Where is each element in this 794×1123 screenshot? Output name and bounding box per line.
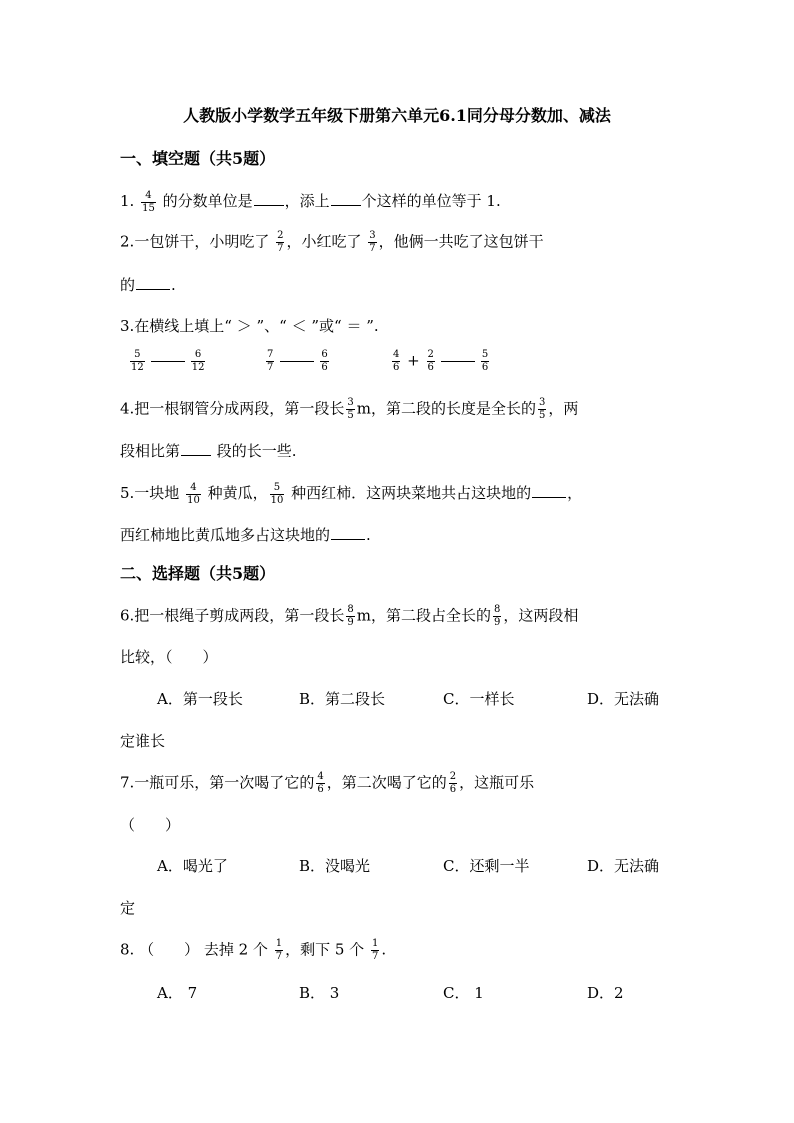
fraction [270,483,285,506]
fraction [427,350,435,373]
question-text: ，两 [548,399,579,418]
denominator: 6 [427,362,434,373]
denominator: 12 [131,362,144,373]
page-title: 人教版小学数学五年级下册第六单元6.1同分母分数加、减法 [183,106,611,125]
question-5 [120,482,582,506]
question-6 [120,605,578,628]
option-c[interactable]: C．一样长 [443,690,515,708]
denominator: 9 [493,617,501,628]
question-5-continued [120,524,371,545]
fraction [538,398,546,421]
unit: m [356,606,371,625]
numerator: 2 [427,349,434,360]
denominator: 5 [347,410,354,421]
numerator: 5 [273,481,281,493]
question-text: 的分数单位是 [162,192,253,210]
section-heading-choice: 二、选择题（共5题） [120,564,276,583]
question-text: ，第二次喝了它的 [326,773,447,792]
question-text: 的 [120,276,136,294]
question-text: 6.把一根绳子剪成两段，第一段长 [120,606,345,625]
comparison-2 [264,350,331,373]
numerator: 4 [393,349,400,360]
fraction [191,350,206,373]
fraction [368,231,376,254]
question-text: ，这瓶可乐 [459,773,535,792]
question-4-continued [120,440,297,461]
denominator: 6 [449,784,457,795]
question-number: 1. [120,192,135,210]
denominator: 9 [347,617,354,628]
denominator: 7 [267,362,274,373]
fraction [371,939,379,962]
fraction [316,772,324,795]
fraction [449,772,457,795]
numerator: 4 [317,771,324,782]
numerator: 6 [194,349,202,360]
question-text: ，小红吃了 [286,232,362,251]
fraction [275,939,283,962]
option-c[interactable]: C．还剩一半 [443,857,530,875]
question-text: 种西红柿．这两块菜地共占这块地的 [291,484,532,502]
question-6-continued: 比较，（ ） [120,648,218,666]
comparison-blank[interactable] [280,361,314,362]
numerator: 6 [321,349,328,360]
option-a[interactable]: A．第一段长 [157,690,243,708]
option-b[interactable]: B．没喝光 [299,857,371,875]
numerator: 5 [481,349,489,360]
denominator: 7 [371,951,379,962]
fraction [276,231,284,254]
numerator: 3 [369,230,376,241]
numerator: 5 [134,349,141,360]
question-text: . [366,526,371,544]
question-text: 段相比第 [120,442,181,460]
fraction [186,483,201,506]
denominator: 7 [369,243,376,254]
denominator: 6 [317,784,324,795]
question-number: 2. [120,232,135,251]
question-8 [120,939,386,962]
question-2 [120,231,544,254]
denominator: 6 [321,362,328,373]
option-d[interactable]: D．无法确 [587,857,660,875]
question-1 [120,190,501,214]
question-text: . [171,276,176,294]
answer-blank[interactable] [532,482,566,498]
question-text: ，这两段相 [503,606,579,625]
denominator: 5 [538,410,546,421]
question-2-continued [120,274,176,295]
numerator: 2 [449,771,457,782]
question-text: ，剩下 5 个 [285,940,365,959]
option-c[interactable]: C． 1 [443,984,484,1002]
denominator: 7 [277,243,284,254]
question-text: ，第二段的长度是全长的 [370,399,536,418]
answer-blank[interactable] [331,524,365,540]
question-text: 4.把一根钢管分成两段，第一段长 [120,399,345,418]
option-b[interactable]: B．第二段长 [299,690,386,708]
option-d[interactable]: D．无法确 [587,690,660,708]
fraction [266,350,274,373]
answer-blank[interactable] [136,274,170,290]
fraction [493,605,501,628]
fraction [481,350,489,373]
numerator: 3 [347,397,354,408]
question-4 [120,398,578,421]
numerator: 8 [493,604,501,615]
answer-blank[interactable] [254,190,284,206]
question-3: 3.在横线上填上“ ＞ ”、“ ＜ ”或“ ＝ ”. [120,317,379,335]
question-7-continued: （ ） [120,816,181,834]
question-text: 西红柿地比黄瓜地多占这块地的 [120,526,331,544]
option-d[interactable]: D．2 [587,984,624,1002]
answer-blank[interactable] [331,190,361,206]
option-d-continued: 定谁长 [120,732,166,750]
question-text: 个这样的单位等于 1. [361,192,501,210]
question-text: ，他俩一共吃了这包饼干 [378,232,544,251]
option-a[interactable]: A． 7 [157,984,198,1002]
fraction [346,398,354,421]
numerator: 7 [267,349,274,360]
denominator: 6 [481,362,489,373]
numerator: 8 [347,604,354,615]
section-heading-fill-in: 一、填空题（共5题） [120,149,276,168]
option-a[interactable]: A．喝光了 [157,857,228,875]
denominator: 10 [270,494,284,506]
question-text: 种黄瓜， [207,484,268,502]
answer-blank[interactable] [181,440,211,456]
numerator: 1 [371,938,379,949]
fraction [320,350,328,373]
question-text: 5.一块地 [120,484,180,502]
fraction [392,350,400,373]
denominator: 6 [393,362,400,373]
denominator: 12 [191,362,205,373]
question-text: 段的长一些. [216,442,297,460]
question-text: ，第二段占全长的 [370,606,491,625]
question-text: 8. （ ） 去掉 2 个 [120,940,268,959]
numerator: 1 [275,938,283,949]
question-text: 一包饼干，小明吃了 [134,232,270,251]
question-text: ， [567,484,583,502]
unit: m [356,399,371,418]
comparison-blank[interactable] [441,361,475,362]
numerator: 4 [145,189,152,201]
denominator: 10 [187,494,200,506]
option-d-continued: 定 [120,899,136,917]
fraction [346,605,354,628]
denominator: 15 [142,202,155,214]
question-text: 7.一瓶可乐，第一次喝了它的 [120,773,315,792]
numerator: 3 [538,397,546,408]
denominator: 7 [275,951,283,962]
comparison-3 [390,350,491,373]
question-text: ，添上 [284,192,330,210]
question-text: . [381,940,387,959]
question-7 [120,772,534,795]
comparison-blank[interactable] [151,361,185,362]
fraction [130,350,145,373]
fraction [141,191,156,214]
comparison-1 [128,350,207,373]
numerator: 4 [190,481,197,493]
option-b[interactable]: B． 3 [299,984,340,1002]
plus-sign: + [407,351,420,370]
numerator: 2 [277,230,284,241]
